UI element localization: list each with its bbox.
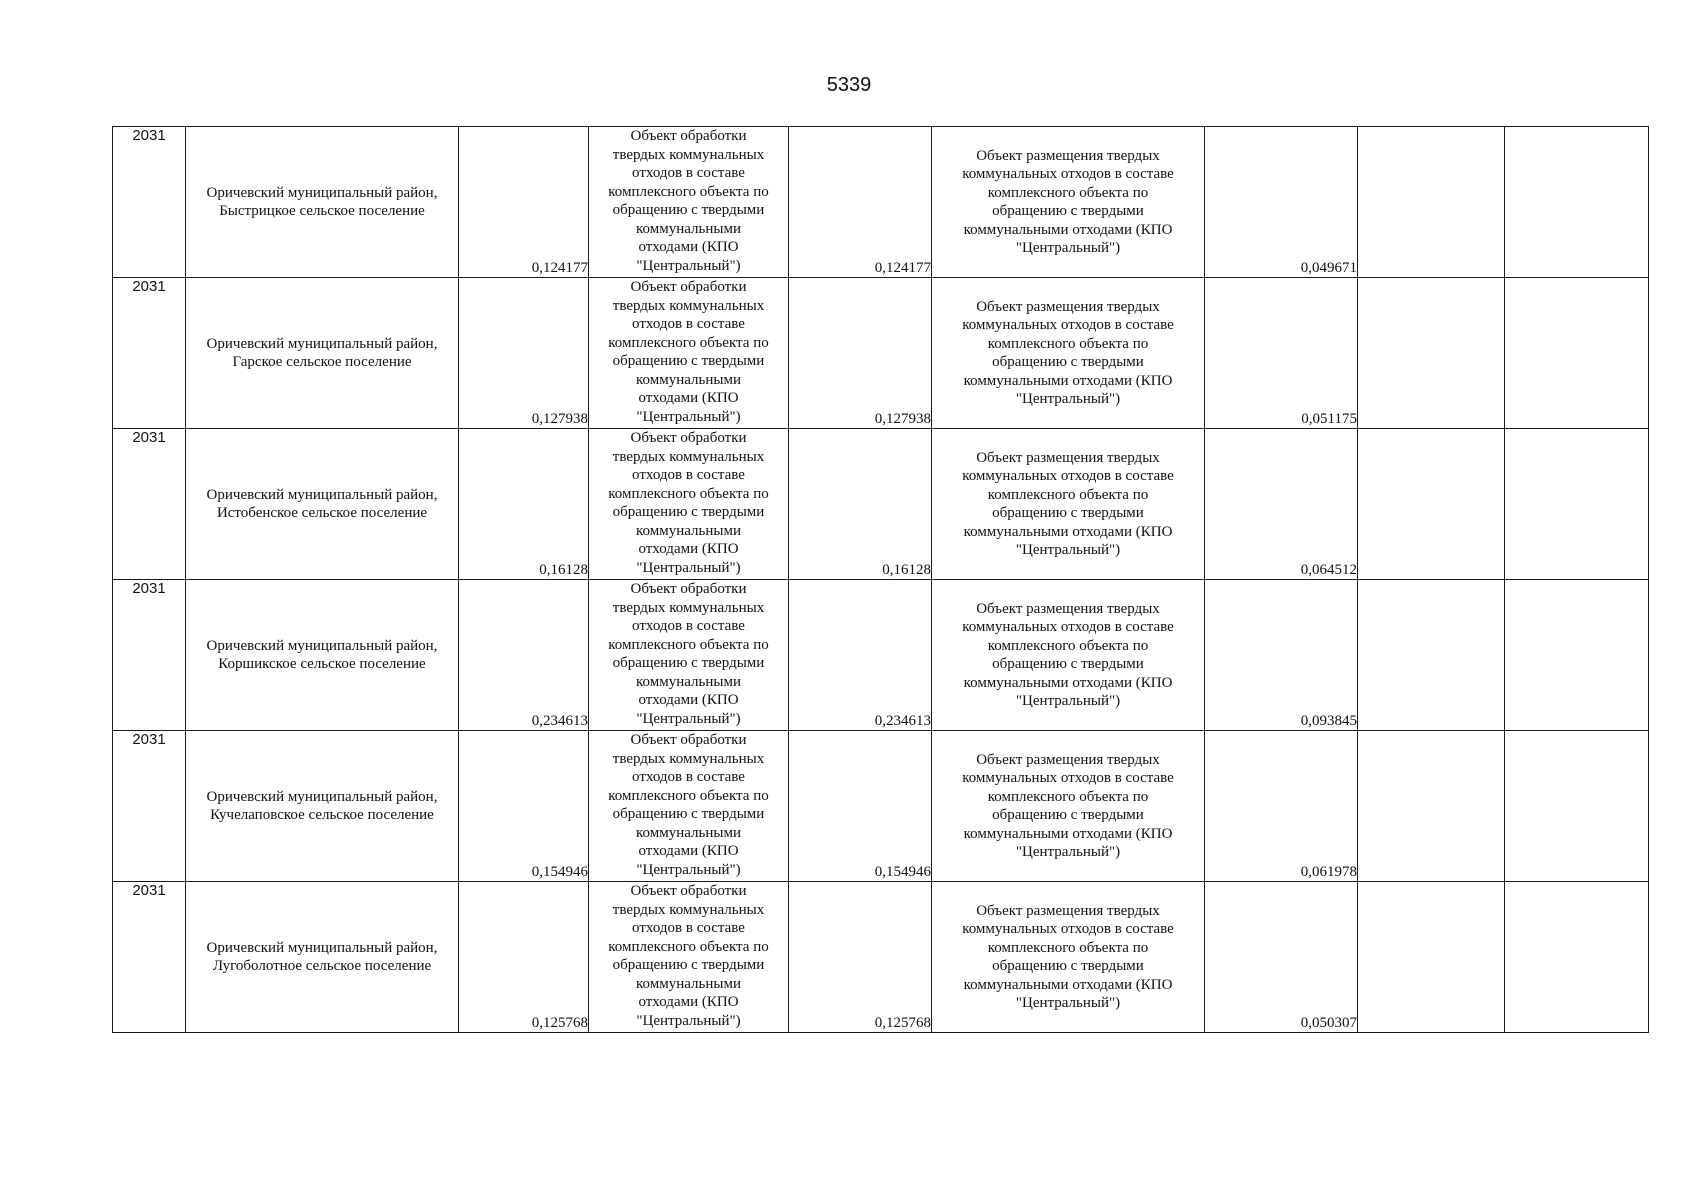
empty-cell xyxy=(1505,278,1649,429)
text-line: Объект размещения твердых xyxy=(976,751,1160,768)
text-line: Гарское сельское поселение xyxy=(232,354,412,370)
processing-volume-cell xyxy=(789,580,932,731)
disposal-volume-cell xyxy=(1205,731,1358,882)
disposal-volume-cell xyxy=(1205,882,1358,1033)
table-row xyxy=(113,882,1649,1033)
settlement-text xyxy=(186,335,458,372)
processing-facility-text xyxy=(589,580,788,728)
text-line: обращению с твердыми xyxy=(992,354,1144,370)
text-line: комплексного объекта по xyxy=(608,183,769,200)
processing-volume-value: 0,16128 xyxy=(882,561,931,578)
text-line: комплексного объекта по xyxy=(987,788,1149,805)
generated-volume-value: 0,16128 xyxy=(539,561,588,578)
processing-volume-value: 0,127938 xyxy=(874,410,931,427)
disposal-facility-cell xyxy=(932,127,1205,278)
text-line: коммунальных отходов в составе xyxy=(962,166,1174,182)
disposal-volume-cell xyxy=(1205,429,1358,580)
year-cell xyxy=(113,127,186,278)
generated-volume-cell xyxy=(459,882,589,1033)
year-text: 2031 xyxy=(132,127,166,144)
generated-volume-cell xyxy=(459,278,589,429)
empty-cell xyxy=(1358,731,1505,882)
text-line: обращению с твердыми xyxy=(612,202,765,218)
year-text: 2031 xyxy=(132,429,166,446)
text-line: коммунальными отходами (КПО xyxy=(963,221,1173,238)
text-line: комплексного объекта по xyxy=(987,184,1149,201)
text-line: Объект обработки xyxy=(630,581,747,597)
text-line: коммунальными xyxy=(636,220,741,237)
processing-facility-cell xyxy=(589,127,789,278)
empty-cell xyxy=(1358,127,1505,278)
generated-volume-value: 0,234613 xyxy=(531,712,588,729)
settlement-cell xyxy=(186,127,459,278)
text-line: твердых коммунальных xyxy=(612,750,765,767)
text-line: отходов в составе xyxy=(632,769,745,785)
text-line: Объект размещения твердых xyxy=(976,449,1160,466)
empty-cell xyxy=(1505,580,1649,731)
disposal-facility-text xyxy=(932,600,1204,711)
text-line: "Центральный") xyxy=(1015,693,1121,709)
page-number: 5339 xyxy=(826,74,872,96)
processing-facility-text xyxy=(589,278,788,426)
text-line: обращению с твердыми xyxy=(612,504,765,520)
processing-volume-value: 0,154946 xyxy=(874,863,931,880)
disposal-facility-text xyxy=(932,147,1204,258)
text-line: Объект размещения твердых xyxy=(976,298,1160,315)
text-line: коммунальными xyxy=(636,522,741,539)
text-line: обращению с твердыми xyxy=(612,806,765,822)
year-cell xyxy=(113,429,186,580)
text-line: коммунальными отходами (КПО xyxy=(963,523,1173,540)
text-line: "Центральный") xyxy=(1015,995,1121,1011)
processing-facility-cell xyxy=(589,580,789,731)
disposal-volume-cell xyxy=(1205,127,1358,278)
empty-cell xyxy=(1358,429,1505,580)
text-line: Быстрицкое сельское поселение xyxy=(219,203,425,219)
text-line: "Центральный") xyxy=(1015,391,1121,407)
text-line: твердых коммунальных xyxy=(612,901,765,918)
year-cell xyxy=(113,580,186,731)
disposal-volume-value: 0,093845 xyxy=(1300,712,1357,729)
settlement-text xyxy=(186,486,458,523)
text-line: отходов в составе xyxy=(632,165,745,181)
settlement-text xyxy=(186,637,458,674)
year-text: 2031 xyxy=(132,731,166,748)
generated-volume-cell xyxy=(459,127,589,278)
generated-volume-cell xyxy=(459,429,589,580)
text-line: Объект обработки xyxy=(630,279,747,295)
text-line: отходами (КПО xyxy=(638,692,739,708)
text-line: отходов в составе xyxy=(632,920,745,936)
generated-volume-cell xyxy=(459,580,589,731)
text-line: Объект обработки xyxy=(630,883,747,899)
text-line: коммунальных отходов в составе xyxy=(962,317,1174,333)
processing-volume-value: 0,234613 xyxy=(874,712,931,729)
text-line: отходов в составе xyxy=(632,618,745,634)
table-row xyxy=(113,278,1649,429)
text-line: "Центральный") xyxy=(636,559,741,576)
table-body xyxy=(113,127,1649,1033)
text-line: твердых коммунальных xyxy=(612,599,765,616)
text-line: Оричевский муниципальный район, xyxy=(206,939,438,956)
table-row xyxy=(113,429,1649,580)
text-line: обращению с твердыми xyxy=(612,353,765,369)
text-line: "Центральный") xyxy=(636,861,741,878)
text-line: коммунальных отходов в составе xyxy=(962,619,1174,635)
disposal-volume-cell xyxy=(1205,278,1358,429)
year-cell xyxy=(113,731,186,882)
disposal-volume-value: 0,061978 xyxy=(1300,863,1357,880)
disposal-facility-text xyxy=(932,449,1204,560)
text-line: коммунальных отходов в составе xyxy=(962,468,1174,484)
text-line: твердых коммунальных xyxy=(612,297,765,314)
text-line: твердых коммунальных xyxy=(612,146,765,163)
disposal-facility-cell xyxy=(932,429,1205,580)
table-row xyxy=(113,127,1649,278)
text-line: Объект размещения твердых xyxy=(976,147,1160,164)
text-line: "Центральный") xyxy=(1015,844,1121,860)
text-line: "Центральный") xyxy=(636,710,741,727)
text-line: Объект обработки xyxy=(630,128,747,144)
settlement-cell xyxy=(186,580,459,731)
text-line: обращению с твердыми xyxy=(992,807,1144,823)
waste-flow-table xyxy=(112,126,1649,1033)
generated-volume-value: 0,125768 xyxy=(531,1014,588,1031)
text-line: "Центральный") xyxy=(636,408,741,425)
year-cell xyxy=(113,882,186,1033)
text-line: отходами (КПО xyxy=(638,994,739,1010)
text-line: Оричевский муниципальный район, xyxy=(206,184,438,201)
settlement-cell xyxy=(186,278,459,429)
processing-facility-text xyxy=(589,731,788,879)
text-line: обращению с твердыми xyxy=(992,505,1144,521)
year-text: 2031 xyxy=(132,580,166,597)
settlement-cell xyxy=(186,429,459,580)
text-line: твердых коммунальных xyxy=(612,448,765,465)
year-text: 2031 xyxy=(132,278,166,295)
text-line: Оричевский муниципальный район, xyxy=(206,335,438,352)
processing-facility-cell xyxy=(589,731,789,882)
text-line: коммунальными xyxy=(636,673,741,690)
text-line: Объект обработки xyxy=(630,430,747,446)
settlement-cell xyxy=(186,731,459,882)
processing-facility-cell xyxy=(589,278,789,429)
text-line: коммунальными отходами (КПО xyxy=(963,976,1173,993)
disposal-facility-text xyxy=(932,298,1204,409)
year-text: 2031 xyxy=(132,882,166,899)
text-line: Коршикское сельское поселение xyxy=(218,656,426,672)
settlement-text xyxy=(186,788,458,825)
text-line: комплексного объекта по xyxy=(987,637,1149,654)
generated-volume-value: 0,154946 xyxy=(531,863,588,880)
text-line: отходами (КПО xyxy=(638,541,739,557)
text-line: Оричевский муниципальный район, xyxy=(206,788,438,805)
empty-cell xyxy=(1358,580,1505,731)
empty-cell xyxy=(1505,731,1649,882)
text-line: комплексного объекта по xyxy=(987,335,1149,352)
text-line: отходами (КПО xyxy=(638,239,739,255)
empty-cell xyxy=(1358,278,1505,429)
text-line: обращению с твердыми xyxy=(612,655,765,671)
generated-volume-cell xyxy=(459,731,589,882)
text-line: обращению с твердыми xyxy=(612,957,765,973)
text-line: комплексного объекта по xyxy=(987,939,1149,956)
disposal-facility-text xyxy=(932,902,1204,1013)
processing-facility-text xyxy=(589,882,788,1030)
text-line: Кучелаповское сельское поселение xyxy=(210,807,434,823)
generated-volume-value: 0,124177 xyxy=(531,259,588,276)
processing-facility-cell xyxy=(589,429,789,580)
disposal-volume-value: 0,049671 xyxy=(1300,259,1357,276)
empty-cell xyxy=(1505,882,1649,1033)
text-line: Оричевский муниципальный район, xyxy=(206,637,438,654)
text-line: обращению с твердыми xyxy=(992,203,1144,219)
text-line: коммунальными xyxy=(636,975,741,992)
disposal-volume-cell xyxy=(1205,580,1358,731)
text-line: комплексного объекта по xyxy=(608,485,769,502)
text-line: коммунальными xyxy=(636,824,741,841)
text-line: "Центральный") xyxy=(636,1012,741,1029)
generated-volume-value: 0,127938 xyxy=(531,410,588,427)
processing-volume-value: 0,124177 xyxy=(874,259,931,276)
text-line: комплексного объекта по xyxy=(608,938,769,955)
processing-volume-cell xyxy=(789,127,932,278)
text-line: Лугоболотное сельское поселение xyxy=(212,958,432,974)
disposal-volume-value: 0,064512 xyxy=(1300,561,1357,578)
processing-volume-cell xyxy=(789,731,932,882)
table-row xyxy=(113,580,1649,731)
text-line: коммунальных отходов в составе xyxy=(962,770,1174,786)
text-line: комплексного объекта по xyxy=(608,334,769,351)
table-row xyxy=(113,731,1649,882)
disposal-facility-cell xyxy=(932,278,1205,429)
disposal-facility-text xyxy=(932,751,1204,862)
processing-volume-value: 0,125768 xyxy=(874,1014,931,1031)
text-line: отходами (КПО xyxy=(638,390,739,406)
text-line: отходов в составе xyxy=(632,316,745,332)
text-line: Объект размещения твердых xyxy=(976,902,1160,919)
text-line: "Центральный") xyxy=(636,257,741,274)
empty-cell xyxy=(1505,429,1649,580)
text-line: коммунальных отходов в составе xyxy=(962,921,1174,937)
text-line: комплексного объекта по xyxy=(608,787,769,804)
disposal-facility-cell xyxy=(932,882,1205,1033)
text-line: "Центральный") xyxy=(1015,240,1121,256)
processing-volume-cell xyxy=(789,429,932,580)
empty-cell xyxy=(1505,127,1649,278)
processing-facility-text xyxy=(589,127,788,275)
text-line: комплексного объекта по xyxy=(608,636,769,653)
settlement-cell xyxy=(186,882,459,1033)
processing-volume-cell xyxy=(789,278,932,429)
settlement-text xyxy=(186,939,458,976)
text-line: коммунальными отходами (КПО xyxy=(963,674,1173,691)
text-line: отходами (КПО xyxy=(638,843,739,859)
text-line: обращению с твердыми xyxy=(992,958,1144,974)
year-cell xyxy=(113,278,186,429)
text-line: "Центральный") xyxy=(1015,542,1121,558)
disposal-volume-value: 0,050307 xyxy=(1300,1014,1357,1031)
text-line: Объект обработки xyxy=(630,732,747,748)
processing-volume-cell xyxy=(789,882,932,1033)
text-line: Объект размещения твердых xyxy=(976,600,1160,617)
text-line: коммунальными отходами (КПО xyxy=(963,825,1173,842)
text-line: обращению с твердыми xyxy=(992,656,1144,672)
processing-facility-cell xyxy=(589,882,789,1033)
text-line: отходов в составе xyxy=(632,467,745,483)
text-line: Оричевский муниципальный район, xyxy=(206,486,438,503)
text-line: Истобенское сельское поселение xyxy=(216,505,428,521)
disposal-volume-value: 0,051175 xyxy=(1301,410,1357,427)
processing-facility-text xyxy=(589,429,788,577)
empty-cell xyxy=(1358,882,1505,1033)
text-line: коммунальными отходами (КПО xyxy=(963,372,1173,389)
settlement-text xyxy=(186,184,458,221)
text-line: комплексного объекта по xyxy=(987,486,1149,503)
text-line: коммунальными xyxy=(636,371,741,388)
disposal-facility-cell xyxy=(932,580,1205,731)
disposal-facility-cell xyxy=(932,731,1205,882)
